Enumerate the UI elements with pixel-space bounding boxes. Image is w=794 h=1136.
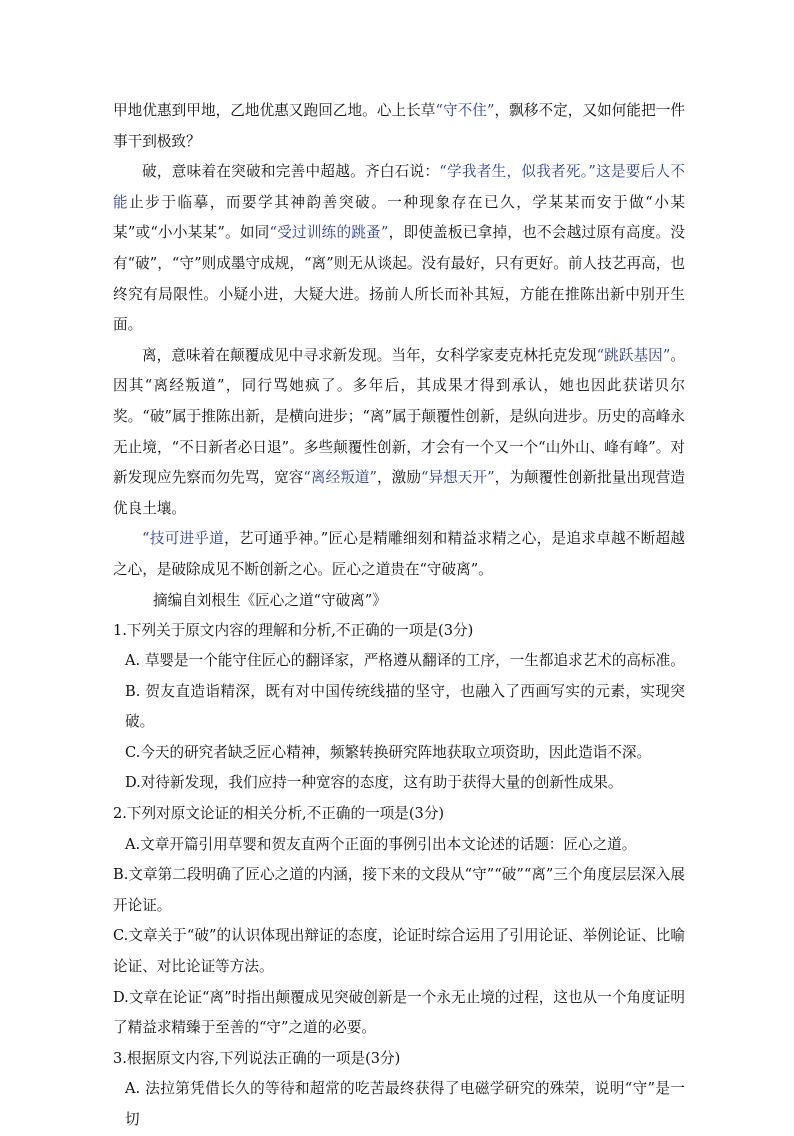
answer-option: C.文章关于“破”的认识体现出辩证的态度，论证时综合运用了引用论证、举例论证、比喻论证、对比论证等方法。 (113, 927, 685, 976)
quote: “守不住” (435, 102, 495, 119)
quote: “离经叛道” (303, 469, 377, 487)
passage-paragraph: 离，意味着在颠覆成见中寻求新发现。当年，女科学家麦克林托克发现“跳跃基因”。因其“离经叛道”，同行骂她疯了。多年后，其成果才得到承认，她也因此获诺贝尔奖。“破”属于推陈出新，是横向进步；“离”属于颠覆性创新，是纵向进步。历史的高峰永无止境，“不日新者必日退”。多些颠覆性创新，才会有一个又一个“山外山、峰有峰”。对新发现应先察而勿先骂，宽容“离经叛道”，激励“异想天开”，为颠覆性创新批量出现营造优良土壤。 (113, 346, 685, 517)
quote: “异想天开” (420, 469, 495, 487)
answer-option: B.文章第二段明确了匠心之道的内涵，接下来的文段从“守”“破”“离”三个角度层层深入展开论证。 (113, 866, 685, 914)
source-citation: 摘编自刘根生《匠心之道“守破离”》 (153, 591, 387, 609)
quote: “学我者生，似我者死。”这是要后人不能 (113, 163, 685, 211)
question-stem: 3.根据原文内容,下列说法正确的一项是(3分) (113, 1049, 401, 1067)
answer-option: A. 法拉第凭借长久的等待和超常的吃苦最终获得了电磁学研究的殊荣，说明“守”是一切 (125, 1080, 685, 1128)
answer-option: A. 草婴是一个能守住匠心的翻译家，严格遵从翻译的工序，一生都追求艺术的高标准。 (125, 652, 685, 670)
answer-option: C.今天的研究者缺乏匠心精神，频繁转换研究阵地获取立项资助，因此造诣不深。 (125, 743, 652, 761)
document-page (113, 96, 685, 1136)
passage-paragraph: 破，意味着在突破和完善中超越。齐白石说：“学我者生，似我者死。”这是要后人不能止步于临摹，而要学其神韵善突破。一种现象存在已久，学某某而安于做“小某某”或“小小某某”。如同“受过训练的跳蚤”，即使盖板已拿掉，也不会越过原有高度。没有“破”，“守”则成墨守成规，“离”则无从谈起。没有最好，只有更好。前人技艺再高，也终究有局限性。小疑小进，大疑大进。扬前人所长而补其短，方能在推陈出新中别开生面。 (113, 163, 685, 334)
quote: “跳跃基因” (596, 346, 671, 364)
quote: “受过训练的跳蚤” (269, 224, 389, 242)
passage-paragraph: 甲地优惠到甲地，乙地优惠又跑回乙地。心上长草“守不住”，飘移不定，又如何能把一件事干到极致？ (113, 102, 685, 150)
question-stem: 2.下列对原文论证的相关分析,不正确的一项是(3分) (113, 805, 445, 823)
quote: “技可进乎道 (142, 530, 225, 548)
answer-option: A.文章开篇引用草婴和贺友直两个正面的事例引出本文论述的话题：匠心之道。 (125, 835, 637, 853)
passage-paragraph: “技可进乎道，艺可通乎神。”匠心是精雕细刻和精益求精之心，是追求卓越不断超越之心，是破除成见不断创新之心。匠心之道贵在“守破离”。 (113, 530, 685, 578)
question-stem: 1.下列关于原文内容的理解和分析,不正确的一项是(3分) (113, 621, 474, 639)
answer-option: D.文章在论证“离”时指出颠覆成见突破创新是一个永无止境的过程，这也从一个角度证明了精益求精臻于至善的“守”之道的必要。 (113, 988, 685, 1037)
answer-option: B. 贺友直造诣精深，既有对中国传统线描的坚守，也融入了西画写实的元素，实现突破。 (125, 682, 685, 731)
answer-option: D.对待新发现，我们应持一种宽容的态度，这有助于获得大量的创新性成果。 (125, 774, 623, 792)
